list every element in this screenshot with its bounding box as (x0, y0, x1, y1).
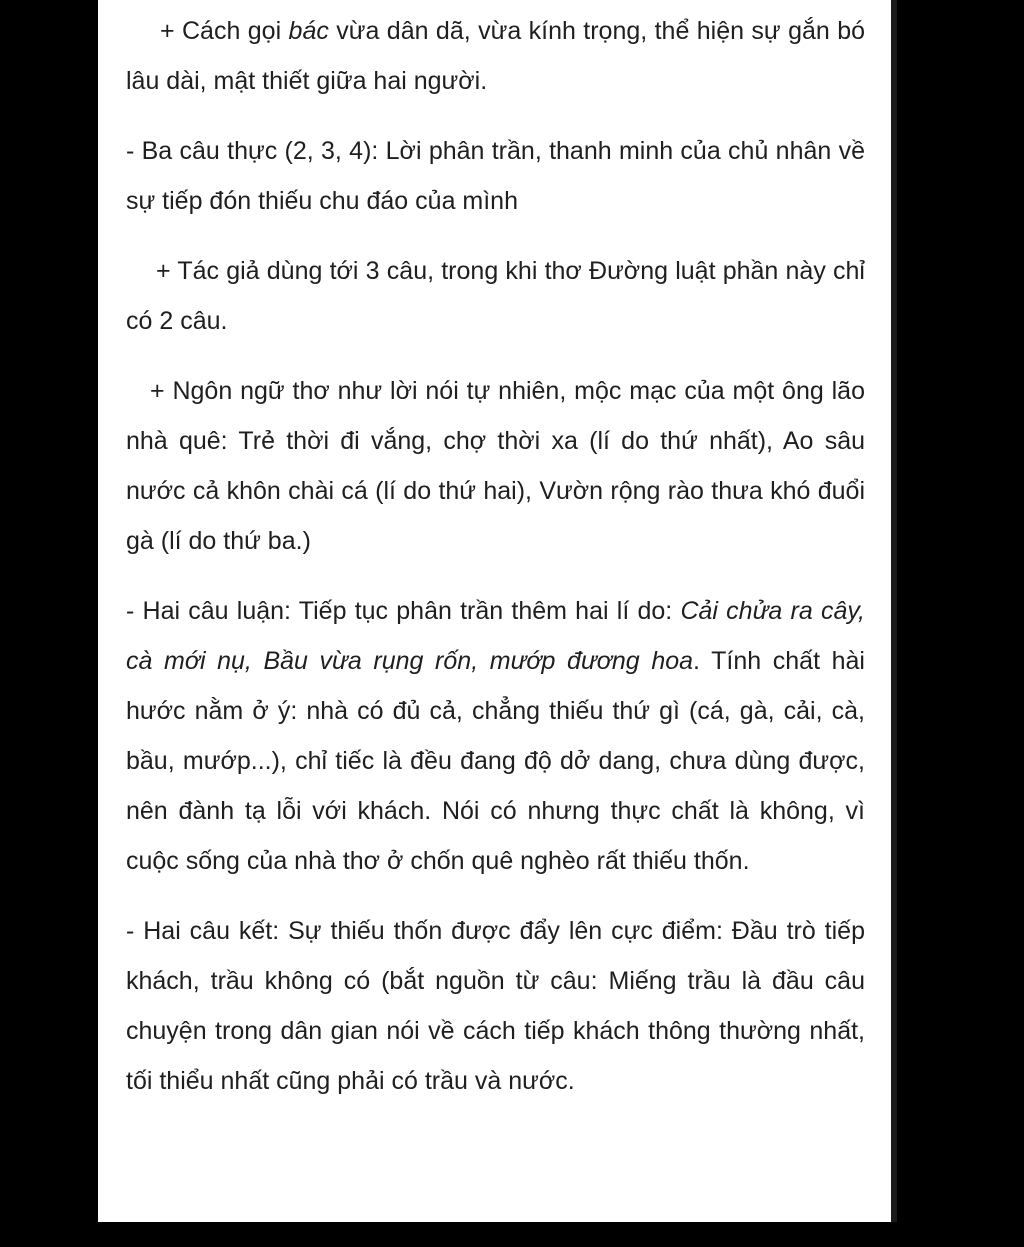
scrollbar[interactable] (891, 0, 897, 1222)
paragraph-hai-cau-luan (126, 586, 865, 886)
paragraph-bac-address (126, 6, 865, 106)
text-run: - Ba câu thực (2, 3, 4): Lời phân trần, thanh minh của chủ nhân về sự tiếp đón thiếu chu đáo của mình (126, 137, 865, 215)
italic-quote: Cải chửa ra cây, cà mới nụ, Bầu vừa rụng rốn, mướp đương hoa (126, 597, 865, 675)
paragraph-ngon-ngu-tho (126, 366, 865, 566)
text-run: - Hai câu luận: Tiếp tục phân trần thêm hai lí do: (126, 597, 681, 625)
paragraph-hai-cau-ket (126, 906, 865, 1106)
text-run: - Hai câu kết: Sự thiếu thốn được đẩy lên cực điểm: Đầu trò tiếp khách, trầu không có (bắt nguồn từ câu: Miếng trầu là đầu câu chuyện trong dân gian nói về cách tiếp khách thông thường nhất, tối thiểu nhất cũng phải có trầu và nước. (126, 917, 865, 1095)
text-run: + Ngôn ngữ thơ như lời nói tự nhiên, mộc mạc của một ông lão nhà quê: Trẻ thời đi vắng, chợ thời xa (lí do thứ nhất), Ao sâu nước cả khôn chài cá (lí do thứ hai), Vườn rộng rào thưa khó đuổi gà (lí do thứ ba.) (126, 377, 865, 555)
text-run: . Tính chất hài hước nằm ở ý: nhà có đủ cả, chẳng thiếu thứ gì (cá, gà, cải, cà, bầu, mướp...), chỉ tiếc là đều đang độ dở dang, chưa dùng được, nên đành tạ lỗi với khách. Nói có nhưng thực chất là không, vì cuộc sống của nhà thơ ở chốn quê nghèo rất thiếu thốn. (126, 647, 865, 875)
paragraph-tac-gia-dung (126, 246, 865, 346)
paragraph-ba-cau-thuc (126, 126, 865, 226)
text-run: + Tác giả dùng tới 3 câu, trong khi thơ Đường luật phần này chỉ có 2 câu. (126, 257, 865, 335)
italic-term: bác (288, 17, 329, 45)
text-run: + Cách gọi (160, 17, 289, 45)
document-page (98, 0, 891, 1222)
text-run: vừa dân dã, vừa kính trọng, thể hiện sự gắn bó lâu dài, mật thiết giữa hai người. (126, 17, 865, 95)
